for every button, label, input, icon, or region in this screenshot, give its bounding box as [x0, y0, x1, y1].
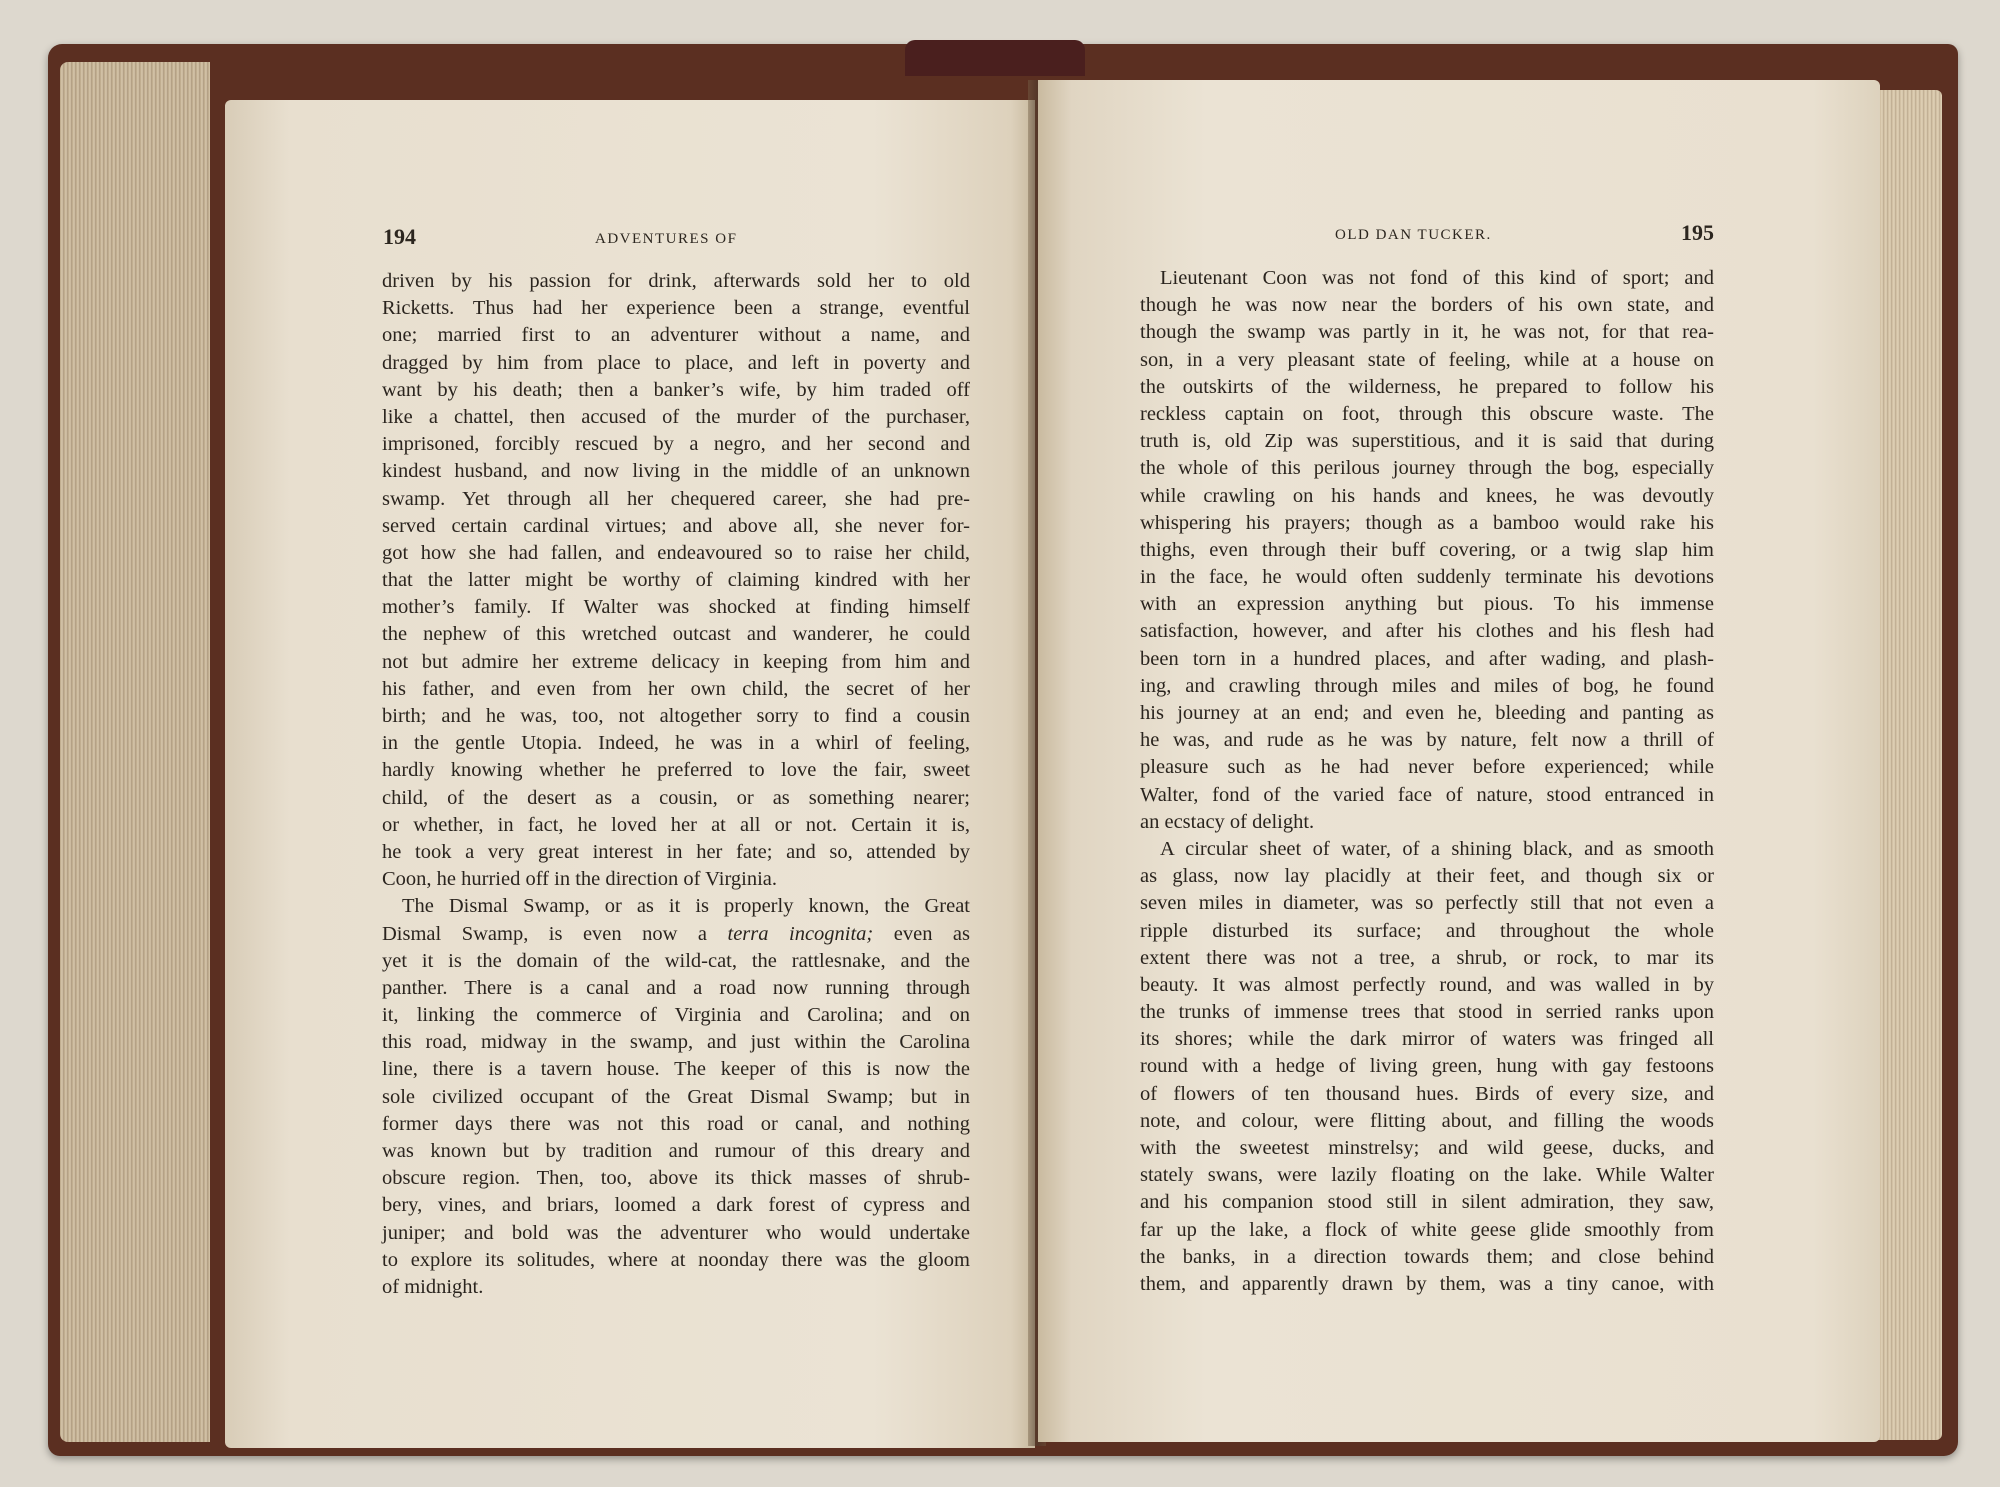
text-line: with an expression anything but pious. To his immense [1140, 593, 1714, 616]
text-line: in the gentle Utopia. Indeed, he was in a whirl of feeling, [382, 732, 970, 755]
text-line: stately swans, were lazily floating on the lake. While Walter [1140, 1164, 1714, 1187]
text-line: as glass, now lay placidly at their feet, and though six or [1140, 865, 1714, 888]
text-line: served certain cardinal virtues; and above all, she never for- [382, 514, 970, 537]
text-line: far up the lake, a flock of white geese glide smoothly from [1140, 1218, 1714, 1241]
text-line: thighs, even through their buff covering, or a twig slap him [1140, 538, 1714, 561]
text-line: while crawling on his hands and knees, he was devoutly [1140, 484, 1714, 507]
body-text-left [382, 268, 970, 1301]
text-line: or whether, in fact, he loved her at all or not. Certain it is, [382, 813, 970, 836]
text-line: an ecstacy of delight. [1140, 810, 1315, 833]
text-line: not but admire her extreme delicacy in keeping from him and [382, 650, 970, 673]
text-line: of flowers of ten thousand hues. Birds of every size, and [1140, 1082, 1714, 1105]
text-line: panther. There is a canal and a road now running through [382, 976, 970, 999]
text-line: birth; and he was, too, not altogether sorry to find a cousin [382, 705, 970, 727]
right-page [1038, 80, 1880, 1442]
running-head-right: OLD DAN TUCKER. [1335, 227, 1492, 243]
text-line: The Dismal Swamp, or as it is properly known, the Great [402, 895, 970, 918]
text-line: Coon, he hurried off in the direction of Virginia. [382, 868, 778, 891]
text-line: was known but by tradition and rumour of this dreary and [382, 1140, 970, 1162]
text-line: want by his death; then a banker’s wife, by him traded off [382, 378, 970, 401]
text-line: the nephew of this wretched outcast and wanderer, he could [382, 623, 970, 646]
text-line: bery, vines, and briars, loomed a dark forest of cypress and [382, 1194, 970, 1217]
text-line: Ricketts. Thus had her experience been a strange, eventful [382, 297, 970, 320]
text-line: ing, and crawling through miles and miles of bog, he found [1140, 674, 1714, 697]
text-line: with the sweetest minstrelsy; and wild geese, ducks, and [1140, 1137, 1714, 1159]
text-line: them, and apparently drawn by them, was a tiny canoe, with [1140, 1272, 1714, 1295]
text-line: sole civilized occupant of the Great Dismal Swamp; but in [382, 1085, 970, 1108]
italic-phrase: terra incognita; [727, 922, 874, 945]
text-line: and his companion stood still in silent admiration, they saw, [1140, 1191, 1714, 1214]
text-line: its shores; while the dark mirror of waters was fringed all [1140, 1028, 1714, 1051]
text-line: the whole of this perilous journey through the bog, especially [1140, 457, 1714, 480]
text-line: in the face, he would often suddenly terminate his devotions [1140, 566, 1714, 589]
text-line: pleasure such as he had never before experienced; while [1140, 756, 1714, 779]
text-line: swamp. Yet through all her chequered career, she had pre- [382, 487, 970, 510]
text-line: the banks, in a direction towards them; and close behind [1140, 1245, 1714, 1268]
text-line: of midnight. [382, 1275, 484, 1298]
text-line: reckless captain on foot, through this obscure waste. The [1140, 402, 1714, 425]
text-line: satisfaction, however, and after his clothes and his flesh had [1140, 620, 1714, 643]
text-line: to explore its solitudes, where at noonday there was the gloom [382, 1248, 970, 1271]
text-line: seven miles in diameter, was so perfectly still that not even a [1140, 892, 1714, 915]
text-line: he was, and rude as he was by nature, felt now a thrill of [1140, 729, 1714, 752]
text-line: child, of the desert as a cousin, or as something nearer; [382, 786, 970, 809]
book-spine [905, 40, 1085, 76]
text-line: it, linking the commerce of Virginia and Carolina; and on [382, 1004, 970, 1027]
text-line: extent there was not a tree, a shrub, or rock, to mar its [1140, 946, 1714, 969]
text-line: beauty. It was almost perfectly round, and was walled in by [1140, 973, 1714, 996]
text-line: the trunks of immense trees that stood in serried ranks upon [1140, 1001, 1714, 1024]
text-line: imprisoned, forcibly rescued by a negro, and her second and [382, 433, 970, 456]
text-line: got how she had fallen, and endeavoured so to raise her child, [382, 541, 970, 564]
text-line: whispering his prayers; though as a bamboo would rake his [1140, 511, 1714, 534]
text-line: kindest husband, and now living in the middle of an unknown [382, 460, 970, 483]
text-line: dragged by him from place to place, and left in poverty and [382, 351, 970, 374]
text-line: son, in a very pleasant state of feeling, while at a house on [1140, 348, 1714, 371]
text-line: he took a very great interest in her fate; and so, attended by [382, 840, 970, 863]
text-line: Walter, fond of the varied face of nature, stood entranced in [1140, 783, 1714, 806]
text-line: been torn in a hundred places, and after wading, and plash- [1140, 647, 1714, 670]
text-line: round with a hedge of living green, hung with gay festoons [1140, 1055, 1714, 1078]
text-line: this road, midway in the swamp, and just within the Carolina [382, 1031, 970, 1054]
left-page [225, 100, 1035, 1448]
text-line: the outskirts of the wilderness, he prepared to follow his [1140, 375, 1714, 398]
text-line: ripple disturbed its surface; and throughout the whole [1140, 919, 1714, 942]
text-line: his father, and even from her own child, the secret of her [382, 677, 970, 700]
text-line: obscure region. Then, too, above its thick masses of shrub- [382, 1167, 970, 1190]
running-head-left: ADVENTURES OF [595, 231, 738, 247]
text-line: Lieutenant Coon was not fond of this kind of sport; and [1160, 267, 1714, 289]
text-line: note, and colour, were flitting about, and filling the woods [1140, 1109, 1714, 1132]
text-line: Dismal Swamp, is even now a terra incognita; even as [382, 922, 971, 945]
text-line: hardly knowing whether he preferred to love the fair, sweet [382, 759, 970, 782]
text-line: line, there is a tavern house. The keeper of this is now the [382, 1058, 970, 1081]
text-line: driven by his passion for drink, afterwards sold her to old [382, 270, 970, 292]
text-line: former days there was not this road or canal, and nothing [382, 1112, 970, 1135]
page-edges-left [60, 62, 210, 1442]
page-number-right: 195 [1681, 220, 1714, 245]
text-line: yet it is the domain of the wild-cat, the rattlesnake, and the [382, 949, 970, 972]
text-line: like a chattel, then accused of the murder of the purchaser, [382, 405, 970, 428]
text-line: though the swamp was partly in it, he was not, for that rea- [1140, 321, 1714, 344]
text-line: juniper; and bold was the adventurer who would undertake [382, 1221, 970, 1244]
text-line: his journey at an end; and even he, bleeding and panting as [1140, 702, 1714, 724]
text-line: that the latter might be worthy of claiming kindred with her [382, 569, 970, 592]
text-line: mother’s family. If Walter was shocked at finding himself [382, 596, 970, 619]
text-line: one; married first to an adventurer without a name, and [382, 324, 970, 347]
text-line: truth is, old Zip was superstitious, and it is said that during [1140, 430, 1714, 453]
text-line: A circular sheet of water, of a shining black, and as smooth [1160, 837, 1714, 860]
body-text-right [1140, 265, 1714, 1298]
page-number-left: 194 [383, 224, 416, 249]
text-line: though he was now near the borders of his own state, and [1140, 294, 1714, 317]
